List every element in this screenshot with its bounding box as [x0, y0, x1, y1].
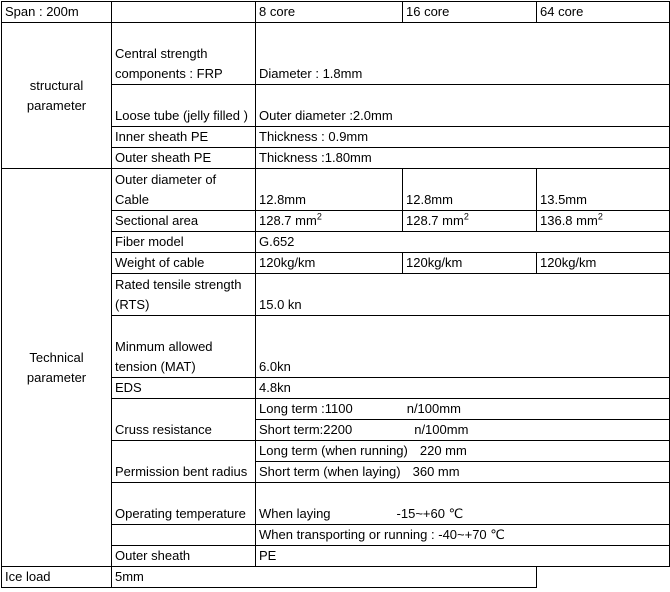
- value-8-core: 120kg/km: [256, 253, 403, 274]
- laying-label: When laying: [259, 506, 331, 521]
- cruss-long-unit: n/100mm: [406, 401, 461, 416]
- value-16-core: [403, 211, 537, 232]
- structural-group-label: [2, 23, 112, 169]
- value-cell: Outer diameter :2.0mm: [256, 85, 670, 127]
- bent-long-value: 220 mm: [419, 443, 467, 458]
- col-8-core: 8 core: [256, 2, 403, 23]
- table-row: [2, 169, 670, 211]
- spec-table: [1, 1, 670, 588]
- area-value: 128.7 mm: [406, 213, 464, 228]
- param-cell: Permission bent radius: [112, 441, 256, 483]
- param-cell: EDS: [112, 378, 256, 399]
- param-cell: Minmum allowed tension (MAT): [112, 316, 256, 378]
- param-cell: Operating temperature: [112, 483, 256, 525]
- cruss-long-label: Long term :1100: [259, 401, 353, 416]
- value-8-core: [256, 211, 403, 232]
- superscript-2: 2: [597, 211, 603, 222]
- group-label-line: Technical: [29, 349, 84, 365]
- value-cell: [256, 525, 670, 546]
- cruss-short-label: Short term:2200: [259, 422, 353, 437]
- value-cell: [256, 483, 670, 525]
- param-cell: Loose tube (jelly filled ): [112, 85, 256, 127]
- running-value: -40~+70 ℃: [438, 527, 505, 542]
- group-label-line: parameter: [26, 369, 87, 385]
- span-cell: Span : 200m: [2, 2, 112, 23]
- param-cell: Inner sheath PE: [112, 127, 256, 148]
- running-label: When transporting or running :: [259, 527, 435, 542]
- bent-short-value: 360 mm: [412, 464, 460, 479]
- area-value: 128.7 mm: [259, 213, 317, 228]
- group-label-line: parameter: [26, 97, 87, 113]
- laying-value: -15~+60 ℃: [396, 506, 464, 521]
- param-cell: Fiber model: [112, 232, 256, 253]
- value-64-core: [537, 211, 670, 232]
- value-cell: 15.0 kn: [256, 274, 670, 316]
- param-cell: Outer diameter of Cable: [112, 169, 256, 211]
- param-cell: Ice load: [2, 567, 112, 588]
- param-cell: Rated tensile strength (RTS): [112, 274, 256, 316]
- param-cell-empty: [112, 525, 256, 546]
- table-row: [2, 567, 670, 588]
- param-cell: Outer sheath: [112, 546, 256, 567]
- value-cell: G.652: [256, 232, 670, 253]
- group-label-line: structural: [29, 77, 84, 93]
- superscript-2: 2: [316, 211, 322, 222]
- value-16-core: 120kg/km: [403, 253, 537, 274]
- value-cell: 6.0kn: [256, 316, 670, 378]
- value-cell: PE: [256, 546, 670, 567]
- value-cell: Diameter : 1.8mm: [256, 23, 670, 85]
- value-cell: 4.8kn: [256, 378, 670, 399]
- value-cell: [256, 399, 670, 420]
- col-16-core: 16 core: [403, 2, 537, 23]
- value-cell: [256, 462, 670, 483]
- param-cell: Outer sheath PE: [112, 148, 256, 169]
- superscript-2: 2: [463, 211, 469, 222]
- col-64-core: 64 core: [537, 2, 670, 23]
- table-row: [2, 23, 670, 85]
- bent-long-label: Long term (when running): [259, 443, 408, 458]
- blank-header-cell: [112, 2, 256, 23]
- param-cell: Sectional area: [112, 211, 256, 232]
- value-cell: [256, 441, 670, 462]
- value-16-core: 12.8mm: [403, 169, 537, 211]
- cruss-short-unit: n/100mm: [414, 422, 469, 437]
- param-cell: Cruss resistance: [112, 399, 256, 441]
- area-value: 136.8 mm: [540, 213, 598, 228]
- value-cell: Thickness :1.80mm: [256, 148, 670, 169]
- value-cell: [256, 420, 670, 441]
- value-8-core: 12.8mm: [256, 169, 403, 211]
- technical-group-label: [2, 169, 112, 567]
- header-row: [2, 2, 670, 23]
- value-64-core: 13.5mm: [537, 169, 670, 211]
- bent-short-label: Short term (when laying): [259, 464, 401, 479]
- param-cell: Central strength components : FRP: [112, 23, 256, 85]
- value-cell: Thickness : 0.9mm: [256, 127, 670, 148]
- value-64-core: 120kg/km: [537, 253, 670, 274]
- param-cell: Weight of cable: [112, 253, 256, 274]
- value-cell: 5mm: [112, 567, 537, 588]
